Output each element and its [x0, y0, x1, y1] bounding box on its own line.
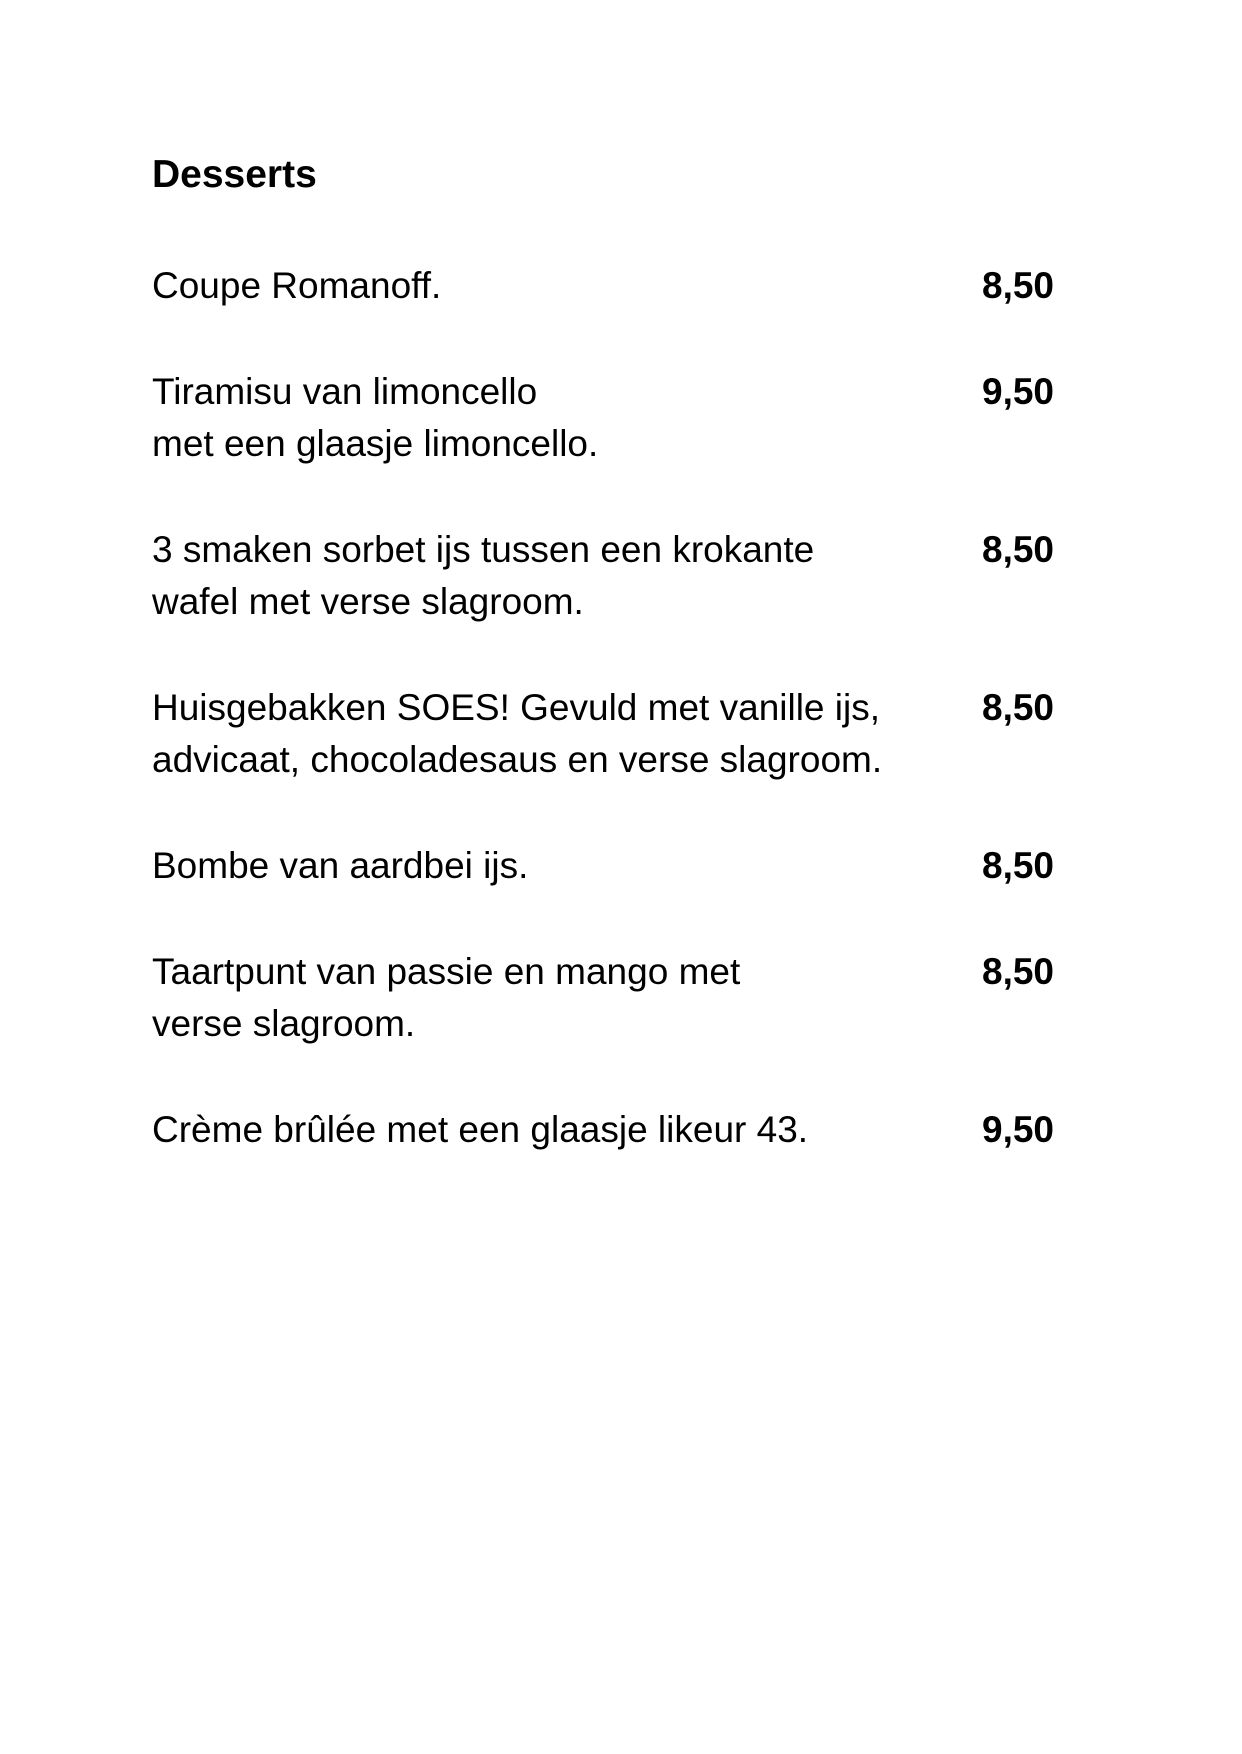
menu-item-price: 8,50	[982, 265, 1055, 306]
menu-item	[152, 682, 1072, 786]
menu-item-description	[152, 840, 952, 892]
menu-item-price: 8,50	[982, 951, 1055, 992]
menu-item-line: Huisgebakken SOES! Gevuld met vanille ijs,	[152, 687, 881, 728]
menu-item-description	[152, 524, 952, 628]
menu-item-line: Crème brûlée met een glaasje likeur 43.	[152, 1109, 809, 1150]
menu-item-description	[152, 260, 952, 312]
menu-item-price: 8,50	[982, 687, 1055, 728]
menu-item	[152, 260, 1072, 312]
menu-item-line: Tiramisu van limoncello	[152, 371, 538, 412]
menu-item	[152, 840, 1072, 892]
page-title: Desserts	[152, 153, 317, 196]
menu-item-line: Coupe Romanoff.	[152, 265, 442, 306]
dessert-list	[152, 260, 1072, 1210]
menu-item-line: Bombe van aardbei ijs.	[152, 845, 529, 886]
menu-item-price: 9,50	[982, 1109, 1055, 1150]
menu-item	[152, 366, 1072, 470]
menu-item-line: met een glaasje limoncello.	[152, 423, 599, 464]
menu-item-description	[152, 946, 952, 1050]
menu-item-price: 9,50	[982, 371, 1055, 412]
menu-item-price: 8,50	[982, 529, 1055, 570]
menu-item-line: 3 smaken sorbet ijs tussen een krokante	[152, 529, 815, 570]
menu-item-description	[152, 682, 952, 786]
menu-item-line: Taartpunt van passie en mango met	[152, 951, 741, 992]
menu-item	[152, 524, 1072, 628]
menu-item-line: verse slagroom.	[152, 1003, 416, 1044]
menu-item-line: wafel met verse slagroom.	[152, 581, 584, 622]
menu-item	[152, 946, 1072, 1050]
menu-item-price: 8,50	[982, 845, 1055, 886]
menu-item-description	[152, 366, 952, 470]
menu-item-line: advicaat, chocoladesaus en verse slagroom.	[152, 739, 883, 780]
menu-item	[152, 1104, 1072, 1156]
menu-item-description	[152, 1104, 952, 1156]
